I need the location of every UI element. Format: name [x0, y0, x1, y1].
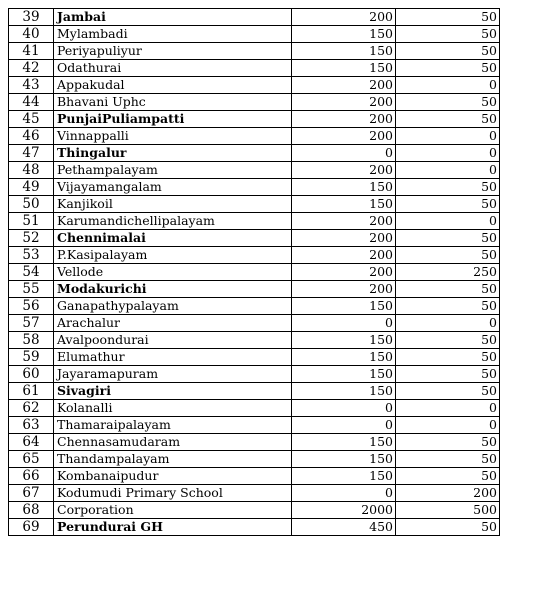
row-name: Kanjikoil — [54, 196, 292, 213]
table-row — [9, 417, 500, 434]
table-row — [9, 519, 500, 536]
table-row — [9, 349, 500, 366]
row-value-1: 200 — [292, 213, 396, 230]
row-value-2: 50 — [396, 451, 500, 468]
row-number: 50 — [9, 196, 54, 213]
row-value-2: 0 — [396, 162, 500, 179]
row-value-2: 50 — [396, 298, 500, 315]
row-value-2: 50 — [396, 468, 500, 485]
row-value-1: 200 — [292, 9, 396, 26]
row-name: Modakurichi — [54, 281, 292, 298]
row-name: Vellode — [54, 264, 292, 281]
row-value-2: 0 — [396, 77, 500, 94]
table-row — [9, 264, 500, 281]
row-number: 49 — [9, 179, 54, 196]
row-name: Appakudal — [54, 77, 292, 94]
row-value-1: 150 — [292, 366, 396, 383]
row-number: 51 — [9, 213, 54, 230]
table-row — [9, 315, 500, 332]
row-value-2: 50 — [396, 519, 500, 536]
table-row — [9, 468, 500, 485]
row-number: 42 — [9, 60, 54, 77]
table-body — [9, 9, 500, 536]
table-row — [9, 298, 500, 315]
row-name: Thandampalayam — [54, 451, 292, 468]
table-row — [9, 502, 500, 519]
row-value-2: 50 — [396, 349, 500, 366]
table-row — [9, 434, 500, 451]
row-name: Bhavani Uphc — [54, 94, 292, 111]
row-value-2: 0 — [396, 128, 500, 145]
table-row — [9, 400, 500, 417]
row-number: 61 — [9, 383, 54, 400]
row-name: Periyapuliyur — [54, 43, 292, 60]
row-value-1: 200 — [292, 264, 396, 281]
table-row — [9, 145, 500, 162]
row-value-2: 50 — [396, 332, 500, 349]
row-name: Thingalur — [54, 145, 292, 162]
row-value-1: 150 — [292, 179, 396, 196]
row-name: Kodumudi Primary School — [54, 485, 292, 502]
table-row — [9, 230, 500, 247]
row-value-1: 200 — [292, 230, 396, 247]
row-value-1: 150 — [292, 468, 396, 485]
row-value-1: 200 — [292, 162, 396, 179]
row-value-2: 50 — [396, 366, 500, 383]
row-value-1: 150 — [292, 451, 396, 468]
row-value-2: 0 — [396, 417, 500, 434]
row-value-1: 150 — [292, 26, 396, 43]
row-value-2: 0 — [396, 213, 500, 230]
row-number: 59 — [9, 349, 54, 366]
table-row — [9, 9, 500, 26]
row-name: Jayaramapuram — [54, 366, 292, 383]
row-number: 41 — [9, 43, 54, 60]
row-value-2: 50 — [396, 196, 500, 213]
table-row — [9, 247, 500, 264]
row-value-1: 0 — [292, 417, 396, 434]
row-number: 45 — [9, 111, 54, 128]
row-value-1: 200 — [292, 77, 396, 94]
row-value-2: 0 — [396, 400, 500, 417]
table-row — [9, 94, 500, 111]
row-name: P.Kasipalayam — [54, 247, 292, 264]
row-value-2: 0 — [396, 315, 500, 332]
row-value-2: 0 — [396, 145, 500, 162]
row-number: 47 — [9, 145, 54, 162]
row-name: PunjaiPuliampatti — [54, 111, 292, 128]
row-value-2: 50 — [396, 247, 500, 264]
row-value-2: 200 — [396, 485, 500, 502]
row-value-1: 150 — [292, 332, 396, 349]
row-value-2: 50 — [396, 60, 500, 77]
row-number: 62 — [9, 400, 54, 417]
row-number: 40 — [9, 26, 54, 43]
table-row — [9, 77, 500, 94]
row-number: 67 — [9, 485, 54, 502]
table-row — [9, 43, 500, 60]
row-value-2: 50 — [396, 43, 500, 60]
row-number: 68 — [9, 502, 54, 519]
row-value-1: 200 — [292, 281, 396, 298]
row-name: Sivagiri — [54, 383, 292, 400]
row-value-1: 150 — [292, 383, 396, 400]
data-table — [8, 8, 500, 536]
table-row — [9, 60, 500, 77]
row-name: Chennimalai — [54, 230, 292, 247]
row-value-1: 150 — [292, 196, 396, 213]
row-number: 66 — [9, 468, 54, 485]
table-row — [9, 196, 500, 213]
row-number: 64 — [9, 434, 54, 451]
row-name: Avalpoondurai — [54, 332, 292, 349]
row-number: 58 — [9, 332, 54, 349]
row-value-2: 50 — [396, 383, 500, 400]
row-name: Perundurai GH — [54, 519, 292, 536]
row-value-2: 250 — [396, 264, 500, 281]
row-name: Pethampalayam — [54, 162, 292, 179]
row-value-1: 200 — [292, 128, 396, 145]
row-value-2: 50 — [396, 230, 500, 247]
table-row — [9, 366, 500, 383]
row-number: 69 — [9, 519, 54, 536]
table-row — [9, 26, 500, 43]
row-number: 53 — [9, 247, 54, 264]
table-row — [9, 179, 500, 196]
row-number: 44 — [9, 94, 54, 111]
row-value-1: 0 — [292, 400, 396, 417]
row-value-1: 200 — [292, 111, 396, 128]
row-name: Karumandichellipalayam — [54, 213, 292, 230]
row-number: 48 — [9, 162, 54, 179]
row-number: 56 — [9, 298, 54, 315]
row-name: Elumathur — [54, 349, 292, 366]
row-name: Corporation — [54, 502, 292, 519]
row-value-1: 150 — [292, 434, 396, 451]
row-number: 63 — [9, 417, 54, 434]
table-row — [9, 485, 500, 502]
row-name: Thamaraipalayam — [54, 417, 292, 434]
table-row — [9, 162, 500, 179]
row-number: 46 — [9, 128, 54, 145]
row-value-2: 50 — [396, 94, 500, 111]
row-value-1: 150 — [292, 298, 396, 315]
row-value-1: 150 — [292, 60, 396, 77]
row-name: Odathurai — [54, 60, 292, 77]
table-row — [9, 111, 500, 128]
row-number: 39 — [9, 9, 54, 26]
row-value-2: 50 — [396, 281, 500, 298]
row-value-2: 50 — [396, 434, 500, 451]
row-number: 60 — [9, 366, 54, 383]
row-name: Vijayamangalam — [54, 179, 292, 196]
row-number: 43 — [9, 77, 54, 94]
row-value-1: 0 — [292, 145, 396, 162]
row-value-1: 450 — [292, 519, 396, 536]
row-name: Kombanaipudur — [54, 468, 292, 485]
table-row — [9, 213, 500, 230]
row-value-2: 50 — [396, 179, 500, 196]
table-row — [9, 332, 500, 349]
row-number: 57 — [9, 315, 54, 332]
row-value-1: 0 — [292, 485, 396, 502]
row-value-1: 200 — [292, 247, 396, 264]
row-name: Chennasamudaram — [54, 434, 292, 451]
row-value-2: 50 — [396, 9, 500, 26]
row-name: Kolanalli — [54, 400, 292, 417]
row-value-1: 2000 — [292, 502, 396, 519]
row-number: 52 — [9, 230, 54, 247]
row-value-1: 0 — [292, 315, 396, 332]
row-name: Mylambadi — [54, 26, 292, 43]
row-name: Ganapathypalayam — [54, 298, 292, 315]
table-row — [9, 128, 500, 145]
row-value-1: 150 — [292, 43, 396, 60]
row-number: 54 — [9, 264, 54, 281]
row-value-2: 50 — [396, 26, 500, 43]
row-name: Arachalur — [54, 315, 292, 332]
row-name: Vinnappalli — [54, 128, 292, 145]
row-number: 55 — [9, 281, 54, 298]
row-value-2: 500 — [396, 502, 500, 519]
row-number: 65 — [9, 451, 54, 468]
table-row — [9, 281, 500, 298]
table-row — [9, 451, 500, 468]
row-value-2: 50 — [396, 111, 500, 128]
row-value-1: 200 — [292, 94, 396, 111]
row-value-1: 150 — [292, 349, 396, 366]
table-row — [9, 383, 500, 400]
row-name: Jambai — [54, 9, 292, 26]
